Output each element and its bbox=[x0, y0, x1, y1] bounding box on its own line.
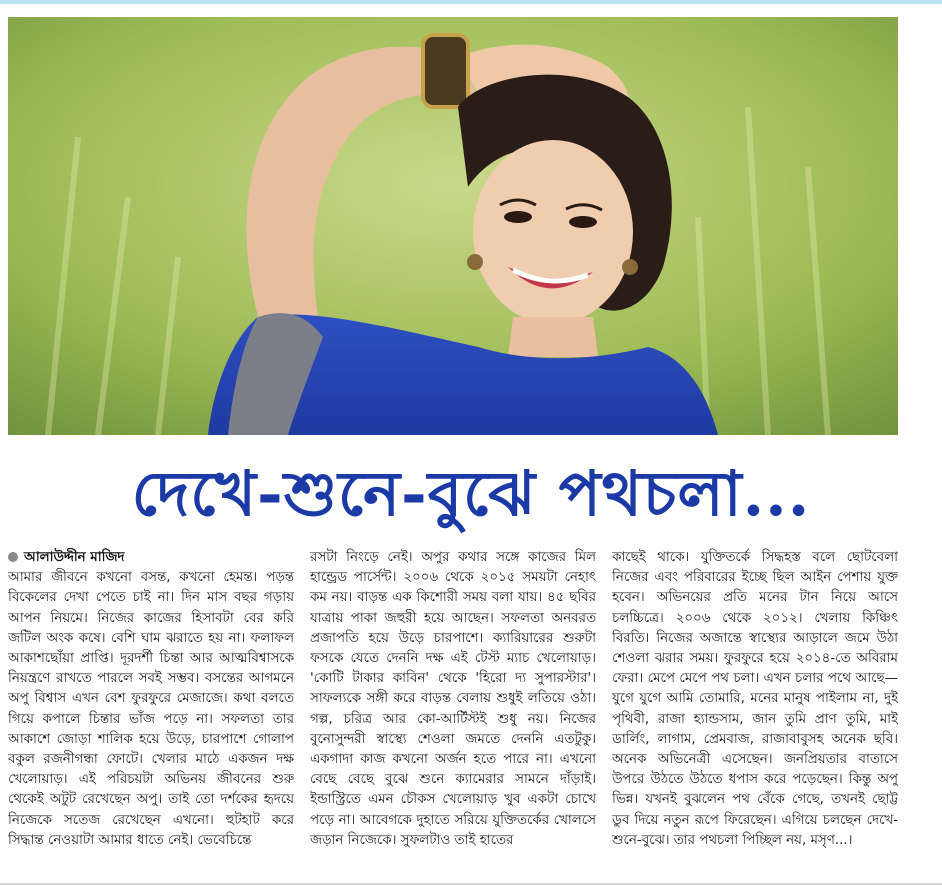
article-column-1 bbox=[8, 548, 294, 885]
author-name: আলাউদ্দীন মাজিদ bbox=[24, 550, 125, 565]
article-column-3 bbox=[612, 548, 898, 885]
article-column-2 bbox=[310, 548, 596, 885]
byline bbox=[8, 548, 294, 568]
feature-photo bbox=[8, 17, 898, 435]
article-headline: দেখে-শুনে-বুঝে পথচলা... bbox=[131, 457, 811, 530]
column-text: রসটা নিংড়ে নেই। অপুর কথার সঙ্গে কাজের মিল হান্ড্রেড পার্সেন্ট। ২০০৬ থেকে ২০১৫ সময়টা নেহাৎ কম নয়। বাড়ন্ত এক কিশোরী সময় বলা যায়। ৪৫ ছবির যাত্রায় পাকা জহুরী হয়ে আছেন। সফলতা অনবরত প্রজাপতি হয়ে উড়ে চারপাশে। ক্যারিয়ারের শুরুটা ফসকে যেতে দেননি দক্ষ এই টেস্ট ম্যাচ খেলোয়াড়। 'কোটি টাকার কাবিন' থেকে 'হিরো দ্য সুপারস্টার'। সাফল্যকে সঙ্গী করে বাড়ন্ত বেলায় শুধুই লতিয়ে ওঠা। গল্প, চরিত্র আর কো-আর্টিস্টই শুধু নয়। নিজের বুনোসুন্দরী স্বাস্থ্যে শেওলা জমতে দেননি এতটুকু। একগাদা কাজ কখনো অর্জন হতে পারে না। এখনো বেছে বেছে বুঝে শুনে ক্যামেরার সামনে দাঁড়াই। ইন্ডাস্ট্রিতে এমন চৌকস খেলোয়াড় খুব একটা চোখে পড়ে না। আবেগকে দুহাতে সরিয়ে যুক্তিতর্কের খোলসে জড়ান নিজেকে। সুফলটাও তাই হাতের bbox=[310, 550, 596, 848]
article-body bbox=[8, 548, 898, 885]
column-text: কাছেই থাকে। যুক্তিতর্কে সিদ্ধহস্ত বলে ছোটবেলা নিজের এবং পরিবারের ইচ্ছে ছিল আইন পেশায় যুক্ত হবেন। অভিনয়ের প্রতি মনের টান নিয়ে আসে চলচ্চিত্রে। ২০০৬ থেকে ২০১২। খেলায় কিঞ্চিৎ বিরতি। নিজের অজান্তে স্বাস্থ্যের আড়ালে জমে উঠা শেওলা ঝরার সময়। ফুরফুরে হয়ে ২০১৪-তে অবিরাম ফেরা। মেপে মেপে পথ চলা। এখন চলার পথে আছে— যুগে যুগে আমি তোমারি, মনের মানুষ পাইলাম না, দুই পৃথিবী, রাজা হ্যান্ডসাম, জান তুমি প্রাণ তুমি, মাই ডার্লিং, লাগাম, প্রেমবাজ, রাজাবাবুসহ অনেক ছবি। অনেক অভিনেত্রী এসেছেন। জনপ্রিয়তার বাতাসে উপরে উঠতে উঠতে ধপাস করে পড়েছেন। কিন্তু অপু ভিন্ন। যখনই বুঝলেন পথ বেঁকে গেছে, তখনই ছোট্ট ডুব দিয়ে নতুন রূপে ফিরেছেন। এগিয়ে চলছেন দেখে-শুনে-বুঝে। তার পথচলা পিচ্ছিল নয়, মসৃণ...। bbox=[612, 550, 898, 848]
bullet-icon bbox=[8, 552, 18, 562]
column-text: আমার জীবনে কখনো বসন্ত, কখনো হেমন্ত। পড়ন্ত বিকেলের দেখা পেতে চাই না। দিন মাস বছর গড়ায় আপন নিয়মে। নিজের কাজের হিসাবটা বের করি জটিল অংক কষে। বেশি ঘাম ঝরাতে হয় না। ফলাফল আকাশছোঁয়া প্রাপ্তি। দূরদর্শী চিন্তা আর আত্মবিশ্বাসকে নিয়ন্ত্রণে রাখতে পারলে সবই সম্ভব। বসন্তের আগমনে অপু বিশ্বাস এখন বেশ ফুরফুরে মেজাজে। কথা বলতে গিয়ে কপালে চিন্তার ভাঁজ পড়ে না। সফলতা তার আকাশে জোড়া শালিক হয়ে উড়ে, চারপাশে গোলাপ বকুল রজনীগন্ধা ফোটে। খেলার মাঠে একজন দক্ষ খেলোয়াড়। এই পরিচয়টা অভিনয় জীবনের শুরু থেকেই অটুট রেখেছেন অপু। তাই তো দর্শকের হৃদয়ে নিজেকে সতেজ রেখেছেন এখনো। হুটহাট করে সিদ্ধান্ত নেওয়াটা আমার ধাতে নেই। ভেবেচিন্তে bbox=[8, 570, 294, 848]
portrait-illustration bbox=[8, 17, 898, 435]
top-rule bbox=[0, 0, 942, 4]
